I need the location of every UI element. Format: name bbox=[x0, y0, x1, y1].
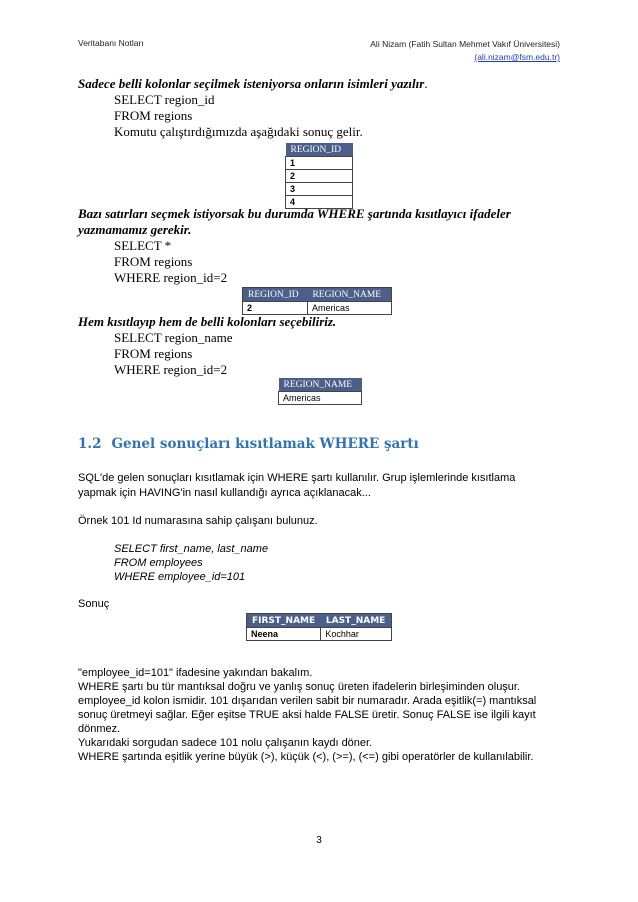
table-cell: Americas bbox=[279, 392, 362, 405]
code-line: SELECT region_name bbox=[114, 330, 233, 345]
region-id-table bbox=[285, 143, 353, 209]
table-cell: 3 bbox=[286, 183, 353, 196]
header-author: Ali Nizam (Fatih Sultan Mehmet Vakıf Üniversitesi) bbox=[370, 39, 560, 49]
table-cell: 1 bbox=[286, 157, 353, 170]
employee-table bbox=[246, 613, 392, 641]
code-line: FROM regions bbox=[114, 108, 193, 123]
paragraph-line: employee_id kolon ismidir. 101 dışarıdan verilen sabit bir numaradır. Arada eşitlik(=) mantıksal bbox=[78, 695, 537, 707]
table-cell: Neena bbox=[247, 628, 321, 641]
table-header: REGION_NAME bbox=[307, 288, 391, 302]
paragraph-line: Örnek 101 Id numarasına sahip çalışanı bulunuz. bbox=[78, 515, 318, 527]
header-email[interactable]: (ali.nizam@fsm.edu.tr) bbox=[474, 52, 560, 62]
table-header: REGION_ID bbox=[286, 143, 353, 157]
section1-intro-end: . bbox=[424, 76, 428, 91]
page-number: 3 bbox=[316, 835, 322, 846]
paragraph-line: Yukarıdaki sorgudan sadece 101 nolu çalışanın kaydı döner. bbox=[78, 737, 373, 749]
paragraph-line: dönmez. bbox=[78, 723, 121, 735]
paragraph-line: sonuç üretmeyi sağlar. Eğer eşitse TRUE aksi halde FALSE üretir. Sonuç FALSE ise ilgili kayıt bbox=[78, 709, 536, 721]
code-line: SELECT region_id bbox=[114, 92, 215, 107]
code-line: SELECT first_name, last_name bbox=[114, 543, 269, 555]
paragraph-line: yapmak için HAVING'in nasıl kullandığı ayrıca açıklanacak... bbox=[78, 487, 371, 499]
table-header: REGION_ID bbox=[243, 288, 308, 302]
paragraph-line: WHERE şartı bu tür mantıksal doğru ve yanlış sonuç üreten ifadelerin birleşiminden oluşur. bbox=[78, 681, 521, 693]
section-heading-title: Genel sonuçları kısıtlamak WHERE şartı bbox=[111, 436, 419, 452]
code-line: FROM employees bbox=[114, 557, 203, 569]
section-heading-number: 1.2 bbox=[78, 436, 102, 452]
section2-intro-line1: Bazı satırları seçmek istiyorsak bu durumda WHERE şartında kısıtlayıcı ifadeler bbox=[78, 206, 511, 221]
code-line: WHERE region_id=2 bbox=[114, 270, 228, 285]
table-header: REGION_NAME bbox=[279, 378, 362, 392]
code-line: WHERE employee_id=101 bbox=[114, 571, 246, 583]
section2-intro-line2: yazmamamız gerekir. bbox=[78, 222, 192, 237]
table-cell: 4 bbox=[286, 196, 353, 209]
section1-intro bbox=[78, 76, 428, 92]
code-line: Komutu çalıştırdığımızda aşağıdaki sonuç gelir. bbox=[114, 124, 363, 139]
paragraph-line: WHERE şartında eşitlik yerine büyük (>), küçük (<), (>=), (<=) gibi operatörler de kullanılabilir. bbox=[78, 751, 534, 763]
code-line: FROM regions bbox=[114, 346, 193, 361]
table-header: FIRST_NAME bbox=[247, 614, 321, 628]
table-cell: 2 bbox=[286, 170, 353, 183]
table-cell: 2 bbox=[243, 302, 308, 315]
table-cell: Kochhar bbox=[321, 628, 392, 641]
table-cell: Americas bbox=[307, 302, 391, 315]
header-left: Veritabanı Notları bbox=[78, 38, 144, 48]
region-name-table bbox=[278, 378, 362, 405]
header-right bbox=[370, 38, 560, 64]
section3-intro: Hem kısıtlayıp hem de belli kolonları seçebiliriz. bbox=[78, 314, 337, 329]
section1-intro-text: Sadece belli kolonlar seçilmek isteniyorsa onların isimleri yazılır bbox=[78, 76, 425, 91]
region-table bbox=[242, 287, 392, 315]
table-header: LAST_NAME bbox=[321, 614, 392, 628]
code-line: SELECT * bbox=[114, 238, 172, 253]
section-heading bbox=[78, 436, 419, 452]
paragraph-line: SQL'de gelen sonuçları kısıtlamak için WHERE şartı kullanılır. Grup işlemlerinde kısıtlama bbox=[78, 472, 516, 484]
paragraph-line: "employee_id=101" ifadesine yakından bakalım. bbox=[78, 667, 313, 679]
code-line: WHERE region_id=2 bbox=[114, 362, 228, 377]
code-line: FROM regions bbox=[114, 254, 193, 269]
result-label: Sonuç bbox=[78, 598, 110, 610]
